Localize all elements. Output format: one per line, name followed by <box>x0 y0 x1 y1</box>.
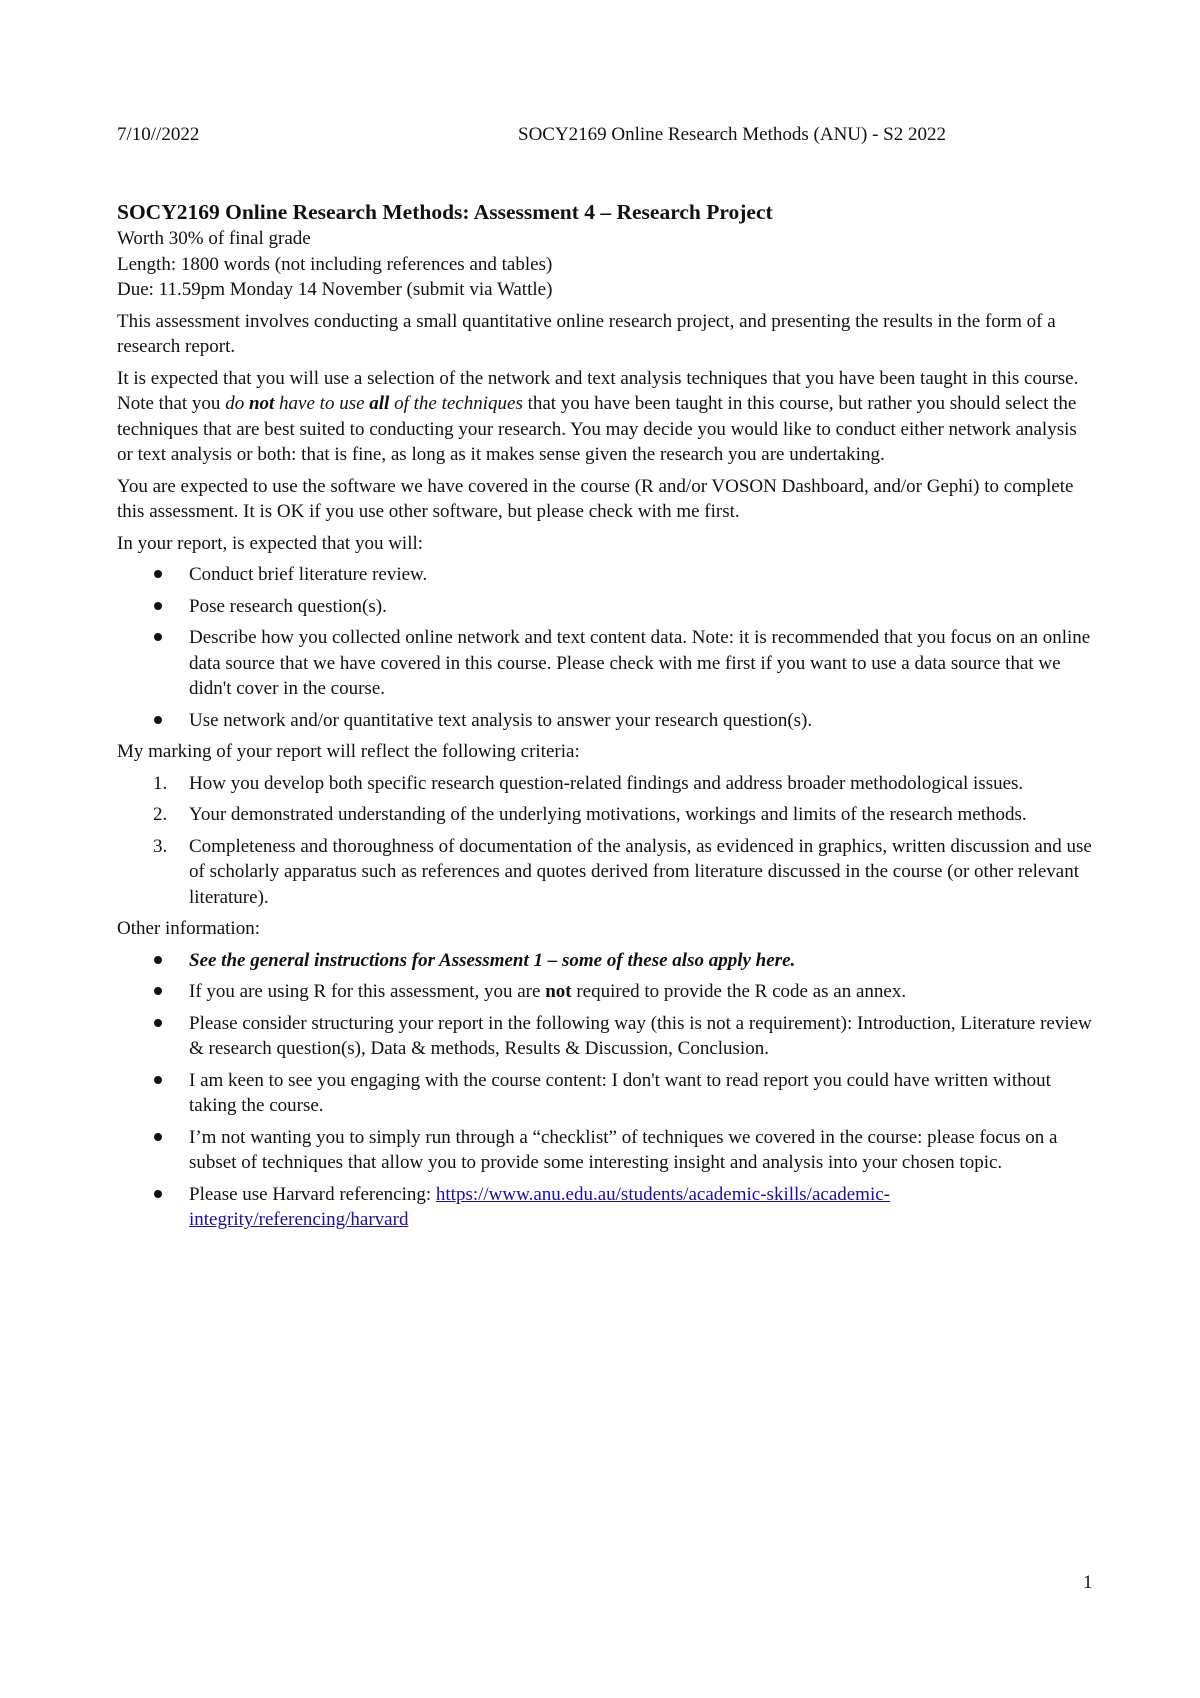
list-number: 1. <box>153 772 168 794</box>
bullet-icon <box>154 1133 162 1141</box>
list-item <box>117 594 1092 620</box>
list-item <box>117 1125 1092 1176</box>
list-item <box>117 979 1092 1005</box>
bullet-icon <box>154 956 162 964</box>
list-item-text: Pose research question(s). <box>189 595 387 617</box>
list-item-text-a: If you are using R for this assessment, you are <box>189 981 546 1002</box>
list-item-text: Please consider structuring your report in the following way (this is not a requirement): Introduction, Literature review & research question(s), Data & methods, Results & Discussion, Conclusion. <box>189 1012 1092 1059</box>
meta-due: Due: 11.59pm Monday 14 November (submit via Wattle) <box>117 279 553 300</box>
list-item-text: Describe how you collected online network and text content data. Note: it is recommended that you focus on an online data source that we have covered in this course. Please check with me first if you want to use a data source that we didn't cover in the course. <box>189 627 1091 699</box>
other-info-list <box>117 948 1092 1233</box>
document-title: SOCY2169 Online Research Methods: Assessment 4 – Research Project <box>117 200 773 224</box>
document-body <box>117 199 1092 1233</box>
bullet-icon <box>154 633 162 641</box>
list-item <box>117 1011 1092 1062</box>
meta-worth: Worth 30% of final grade <box>117 228 311 249</box>
other-info-intro: Other information: <box>117 918 260 939</box>
list-item-text: See the general instructions for Assessment 1 – some of these also apply here. <box>189 949 796 971</box>
techniques-text-d: have to use <box>274 393 370 414</box>
techniques-text-not: not <box>248 393 275 414</box>
techniques-text-a: It is expected that you will use a selection of the network and text analysis techniques that you have been taught in this course. Note that you <box>117 367 1079 414</box>
criteria-intro: My marking of your report will reflect the following criteria: <box>117 741 580 762</box>
list-item-text: Conduct brief literature review. <box>189 564 428 585</box>
bullet-icon <box>154 1019 162 1027</box>
list-item <box>117 771 1092 797</box>
header-course: SOCY2169 Online Research Methods (ANU) - S2 2022 <box>518 124 946 145</box>
bullet-icon <box>154 570 162 578</box>
page-number: 1 <box>1083 1572 1093 1593</box>
list-item <box>117 1068 1092 1119</box>
bullet-icon <box>154 602 162 610</box>
list-item-text-c: required to provide the R code as an annex. <box>571 981 907 1002</box>
expectations-section <box>117 531 1092 734</box>
techniques-text-f: of the techniques <box>389 393 523 414</box>
list-item-text: I’m not wanting you to simply run through a “checklist” of techniques we covered in the course: please focus on a subset of techniques that allow you to provide some interesting insight and analysis into your chosen topic. <box>189 1126 1058 1173</box>
list-item-text: Use network and/or quantitative text analysis to answer your research question(s). <box>189 709 813 731</box>
list-item <box>117 625 1092 702</box>
list-item-text: Completeness and thoroughness of documentation of the analysis, as evidenced in graphics, written discussion and use of scholarly apparatus such as references and quotes derived from literature discussed in the course (or other relevant literature). <box>189 835 1092 908</box>
list-item <box>117 834 1092 911</box>
list-item-text: I am keen to see you engaging with the course content: I don't want to read report you could have written without taking the course. <box>189 1069 1051 1116</box>
list-item-text: Please use Harvard referencing: <box>189 1183 436 1205</box>
list-item-text: Your demonstrated understanding of the underlying motivations, workings and limits of the research methods. <box>189 804 1027 825</box>
list-item <box>117 802 1092 828</box>
list-item <box>117 708 1092 734</box>
other-info-section <box>117 916 1092 1233</box>
bullet-icon <box>154 1190 162 1198</box>
list-item <box>117 1182 1092 1233</box>
criteria-list <box>117 771 1092 911</box>
expectations-intro: In your report, is expected that you will: <box>117 532 424 554</box>
list-number: 2. <box>153 804 168 825</box>
bullet-icon <box>154 1076 162 1084</box>
techniques-text-b: do <box>225 393 249 414</box>
list-item-text-not: not <box>545 981 572 1002</box>
bullet-icon <box>154 716 162 724</box>
header-date: 7/10//2022 <box>117 124 200 145</box>
bullet-icon <box>154 987 162 995</box>
meta-length: Length: 1800 words (not including references and tables) <box>117 253 553 275</box>
intro-paragraph: This assessment involves conducting a small quantitative online research project, and presenting the results in the form of a research report. <box>117 310 1056 357</box>
list-number: 3. <box>153 835 168 857</box>
techniques-text-g: that you have been taught in this course, but rather you should select the techniques that are best suited to conducting your research. You may decide you would like to conduct either network analysis or text analysis or both: that is fine, as long as it makes sense given the research you are undertaking. <box>117 393 1077 465</box>
software-paragraph: You are expected to use the software we have covered in the course (R and/or VOSON Dashboard, and/or Gephi) to complete this assessment. It is OK if you use other software, but please check with me first. <box>117 475 1074 522</box>
list-item <box>117 948 1092 974</box>
list-item-text: How you develop both specific research question-related findings and address broader methodological issues. <box>189 772 1024 794</box>
list-item <box>117 562 1092 588</box>
techniques-paragraph <box>117 366 1092 468</box>
techniques-text-all: all <box>369 393 390 414</box>
harvard-referencing-link[interactable]: https://www.anu.edu.au/students/academic-skills/academic-integrity/referencing/harvard <box>189 1183 890 1230</box>
criteria-section <box>117 739 1092 910</box>
expectations-list <box>117 562 1092 733</box>
